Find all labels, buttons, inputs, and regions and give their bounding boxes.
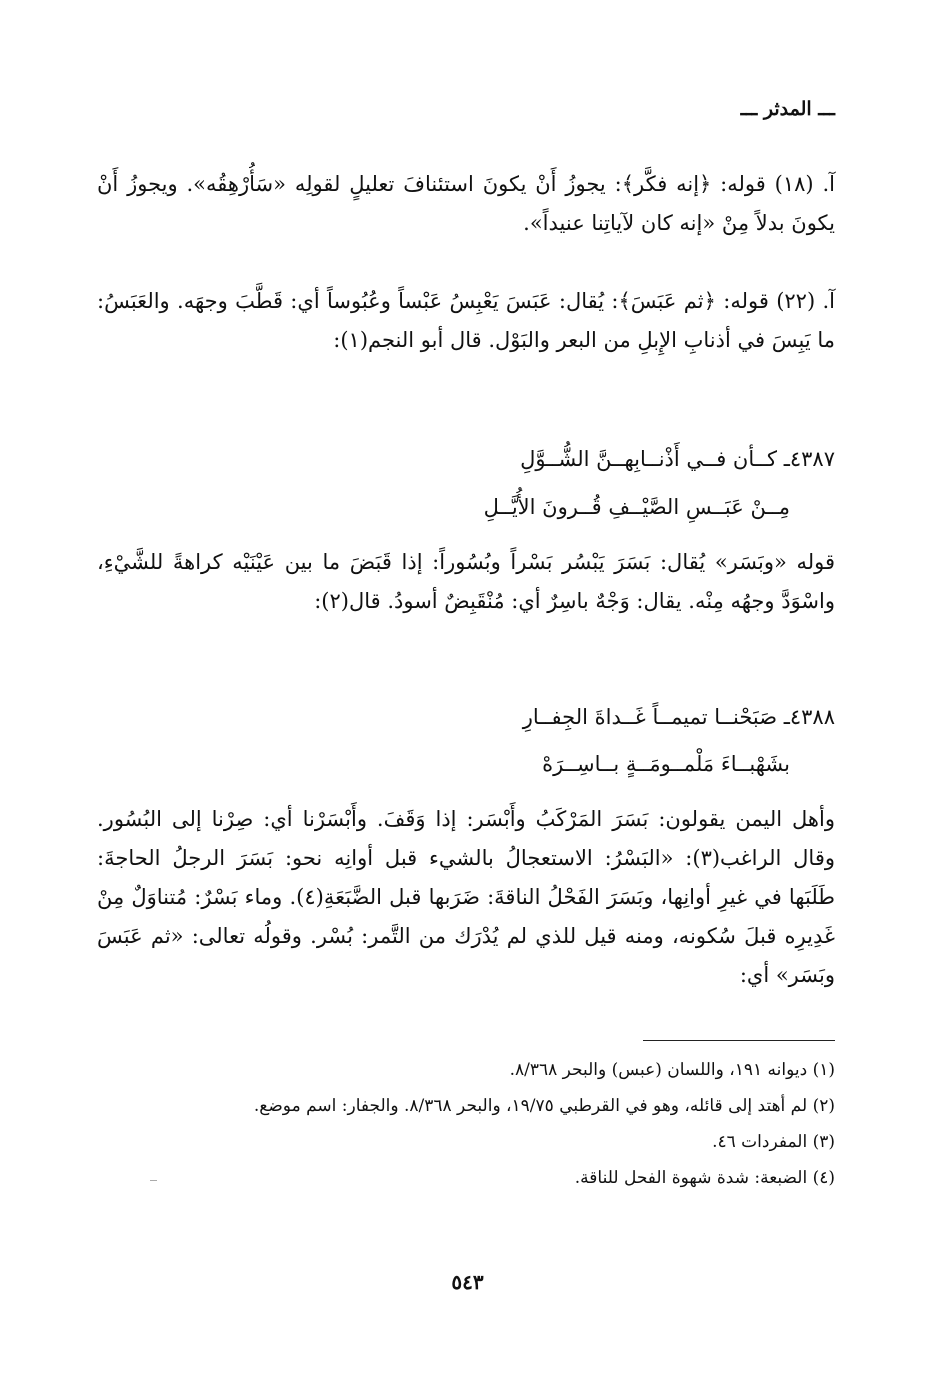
poem-line-4387-first: ٤٣٨٧ـ كــأن فــي أَذْنــابِهــنَّ الشُّــوَّلِ xyxy=(520,447,835,471)
footnote-3: (٣) المفردات ٤٦. xyxy=(712,1132,835,1152)
scan-mark xyxy=(150,1180,157,1181)
footnote-2: (٢) لم أهتد إلى قائله، وهو في القرطبي ١٩/٧٥، والبحر ٨/٣٦٨. والجفار: اسم موضع. xyxy=(253,1096,835,1116)
poem-line-4387-second: مِــنْ عَبَــسِ الصَّيْــفِ قُــرونَ الأُيَّــلِ xyxy=(483,495,790,519)
paragraph-verse-18: آ. (١٨) قوله: ﴿إنه فكَّر﴾: يجوزُ أَنْ يكونَ استئنافَ تعليلٍ لقولِه «سَأُرْهِقُه». ويجوزُ أَنْ يكونَ بدلاً مِنْ «إنه كان لآياتِنا عنيداً». xyxy=(97,172,835,235)
running-header: ـــ المدثر ـــ xyxy=(740,98,835,120)
poem-line-4388-second: بشَهْبــاءَ مَلْمــومَــةٍ بــاسِــرَهْ xyxy=(542,752,790,776)
page-number: ٥٤٣ xyxy=(451,1270,484,1294)
footnote-divider xyxy=(643,1040,835,1041)
poem-line-4388-first: ٤٣٨٨ـ صَبَحْنــا تميمــاً غَــداةَ الجِفــارِ xyxy=(522,705,835,729)
footnote-1: (١) ديوانه ١٩١، واللسان (عبس) والبحر ٨/٣٦٨. xyxy=(509,1060,835,1080)
footnote-4: (٤) الضبعة: شدة شهوة الفحل للناقة. xyxy=(574,1168,835,1188)
footnotes xyxy=(97,1055,835,1199)
paragraph-verse-22: آ. (٢٢) قوله: ﴿ثم عَبَسَ﴾: يُقال: عَبَسَ يَعْبِسُ عَبْساً وعُبُوساً أي: قَطَّبَ وجهَه. والعَبَسُ: ما يَبِسَ في أذنابِ الإِبلِ من البعر والبَوْل. قال أبو النجم(١): xyxy=(97,289,835,352)
paragraph-basar: قوله «وبَسَر» يُقال: بَسَرَ يَبْسُر بَسْراً وبُسُوراً: إذا قَبَضَ ما بين عَيْنَيْه كراهةً للشَّيْءِ، واسْوَدَّ وجهُه مِنْه. يقال: وَجْهٌ باسِرٌ أي: مُنْقَبِضٌ أسودُ. قال(٢): xyxy=(97,550,835,613)
paragraph-yemen: وأهل اليمن يقولون: بَسَرَ المَرْكَبُ وأَبْسَر: إذا وَقَفَ. وأَبْسَرْنا أي: صِرْنا إلى البُسُور. وقال الراغب(٣): «البَسْرُ: الاستعجالُ بالشيء قبل أوانِه نحو: بَسَرَ الرجلُ الحاجةَ: طَلَبَها في غيرِ أوانِها، وبَسَرَ الفَحْلُ الناقةَ: ضَرَبها قبل الضَّبَعَةِ(٤). وماء بَسْرٌ: مُتناوَلٌ مِنْ غَدِيرِه قبلَ سُكونه، ومنه قيل للذي لم يُدْرَك من التَّمر: بُسْر. وقولُه تعالى: «ثم عَبَسَ وبَسَر» أي: xyxy=(97,807,836,987)
